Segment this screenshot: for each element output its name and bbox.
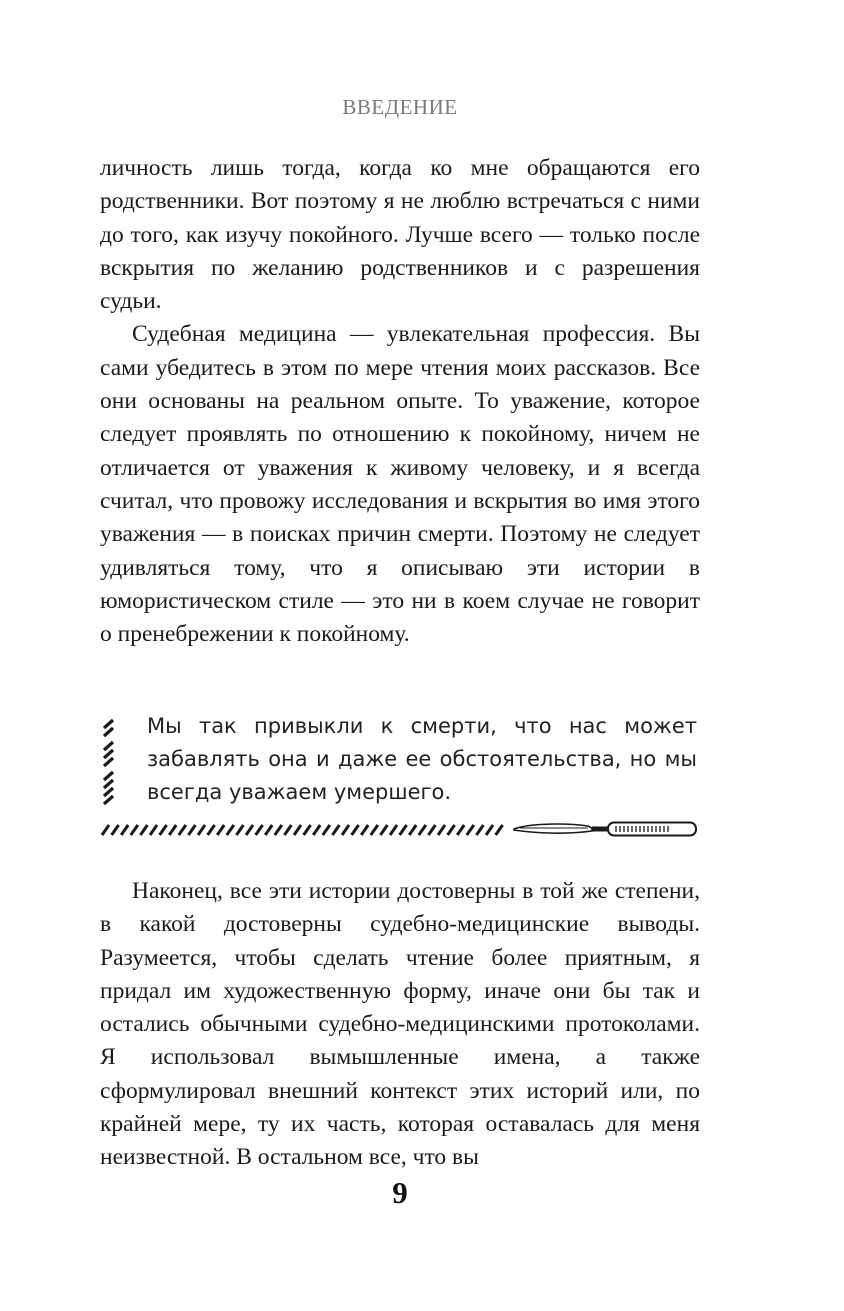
- pull-quote: [147, 710, 697, 809]
- page-number: 9: [392, 1175, 408, 1210]
- pull-quote-text: Мы так привыкли к смерти, что нас может забавлять она и даже ее обстоятельства, но мы всегда уважаем умершего.: [147, 714, 697, 804]
- running-header: ВВЕДЕНИЕ: [342, 95, 458, 119]
- scalpel-divider-icon: [100, 818, 700, 840]
- text-block-top: [100, 152, 700, 651]
- paragraph-continuation: личность лишь тогда, когда ко мне обращаются его родственники. Вот поэтому я не люблю встречаться с ними до того, как изучу покойного. Лучше всего — только после вскрытия по желанию родственников и с разрешения судьи.: [100, 155, 700, 315]
- paragraph: Наконец, все эти истории достоверны в той же степени, в какой достоверны судебно-медицинские выводы. Разумеется, чтобы сделать чтение более приятным, я придал им художественную форму, иначе они бы так и остались обычными судебно-медицинскими протоколами. Я использовал вымышленные имена, а также сформулировал внешний контекст этих историй или, по крайней мере, ту их часть, которая оставалась для меня неизвестной. В остальном все, что вы: [100, 878, 700, 1171]
- paragraph: Судебная медицина — увлекательная профессия. Вы сами убедитесь в этом по мере чтения моих рассказов. Все они основаны на реальном опыте. То уважение, которое следует проявлять по отношению к покойному, ничем не отличается от уважения к живому человеку, и я всегда считал, что провожу исследования и вскрытия во имя этого уважения — в поисках причин смерти. Поэтому не следует удивляться тому, что я описываю эти истории в юмористическом стиле — это ни в коем случае не говорит о пренебрежении к покойному.: [100, 321, 700, 648]
- text-block-bottom: [100, 875, 700, 1175]
- quote-hatch-icon: [100, 712, 126, 812]
